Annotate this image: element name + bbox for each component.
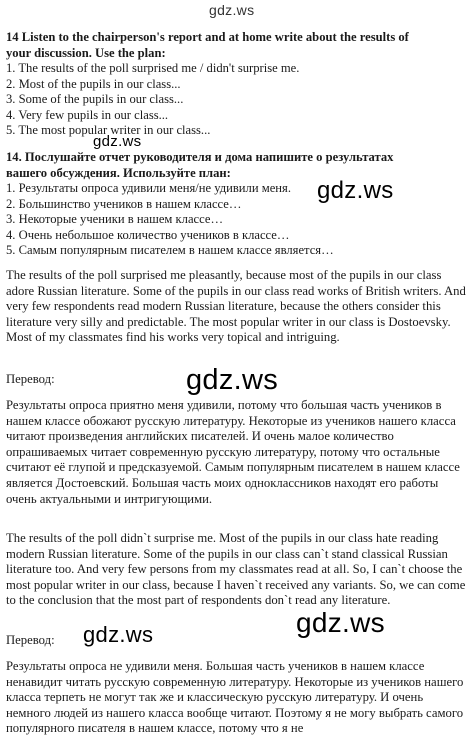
plan-item-ru: 2. Большинство учеников в нашем классе… — [6, 196, 242, 211]
plan-item: 5. The most popular writer in our class... — [6, 123, 211, 137]
plan-item-ru: 3. Некоторые ученики в нашем классе… — [6, 212, 224, 226]
task-ru-heading-line1: 14. Послушайте отчет руководителя и дома напишите о результатах — [6, 150, 394, 164]
task-heading-line1: 14 Listen to the chairperson's report and at home write about the results of — [6, 30, 409, 44]
plan-item-ru: 1. Результаты опроса удивили меня/не удивили меня. — [6, 181, 291, 195]
plan-item: 1. The results of the poll surprised me / didn't surprise me. — [6, 61, 300, 75]
plan-item-ru: 5. Самым популярным писателем в нашем классе является… — [6, 243, 334, 257]
translation-label-1: Перевод: — [6, 372, 55, 386]
watermark-top: gdz.ws — [209, 2, 255, 18]
answer1-english: The results of the poll surprised me pleasantly, because most of the pupils in our class adore Russian literature. Some of the pupils in our class read works of British writers. And very few respondents read modern Russian literature, because the others consider this literature very silly and predictable. The most popular writer in our class is Dostoevsky. Most of my classmates find his works very topical and intriguing. — [6, 268, 466, 345]
page — [6, 0, 468, 747]
watermark-c: gdz.ws — [296, 607, 385, 638]
watermark-a: gdz.ws — [317, 177, 394, 204]
watermark-small: gdz.ws — [93, 133, 142, 150]
watermark-b: gdz.ws — [186, 364, 279, 396]
task-english — [6, 30, 468, 139]
answer1-russian: Результаты опроса приятно меня удивили, потому что большая часть учеников в нашем классе обожают русскую литературу. Некоторые из учеников нашего класса читают произведения английских писателей. И очень малое количество опрашиваемых читает современную русскую литературу, потому что остальные считают её глупой и предсказуемой. Самым популярным писателем в нашем классе является Достоевский. Большая часть моих одноклассников находят его работы очень актуальными и интригующими. — [6, 398, 460, 506]
plan-item: 4. Very few pupils in our class... — [6, 107, 169, 122]
watermark-d: gdz.ws — [83, 622, 154, 647]
plan-item: 3. Some of the pupils in our class... — [6, 92, 184, 106]
task-russian — [6, 150, 468, 259]
answer2-russian: Результаты опроса не удивили меня. Большая часть учеников в нашем классе ненавидит читать русскую современную литературу. Некоторые из учеников нашего класса терпеть не могут так же и классическую русскую литературу. И очень немного людей из нашего класса вообще читают. Поэтому я не могу выбрать самого популярного писателя в нашем классе, потому что я не — [6, 659, 464, 736]
task-ru-heading-line2: вашего обсуждения. Используйте план: — [6, 165, 231, 180]
plan-item-ru: 4. Очень небольшое количество учеников в классе… — [6, 227, 290, 242]
plan-item: 2. Most of the pupils in our class... — [6, 76, 181, 91]
answer2-english: The results of the poll didn`t surprise me. Most of the pupils in our class hate reading modern Russian literature. Some of the pupils in our class can`t stand classical Russian literature too. And very few persons from my classmates read at all. So, I can`t choose the most popular writer in our class, because I haven`t received any variants. So, we can come to the conclusion that the most part of respondents don`t read any literature. — [6, 531, 466, 608]
translation-label-2: Перевод: — [6, 633, 55, 647]
task-heading-line2: your discussion. Use the plan: — [6, 45, 166, 60]
